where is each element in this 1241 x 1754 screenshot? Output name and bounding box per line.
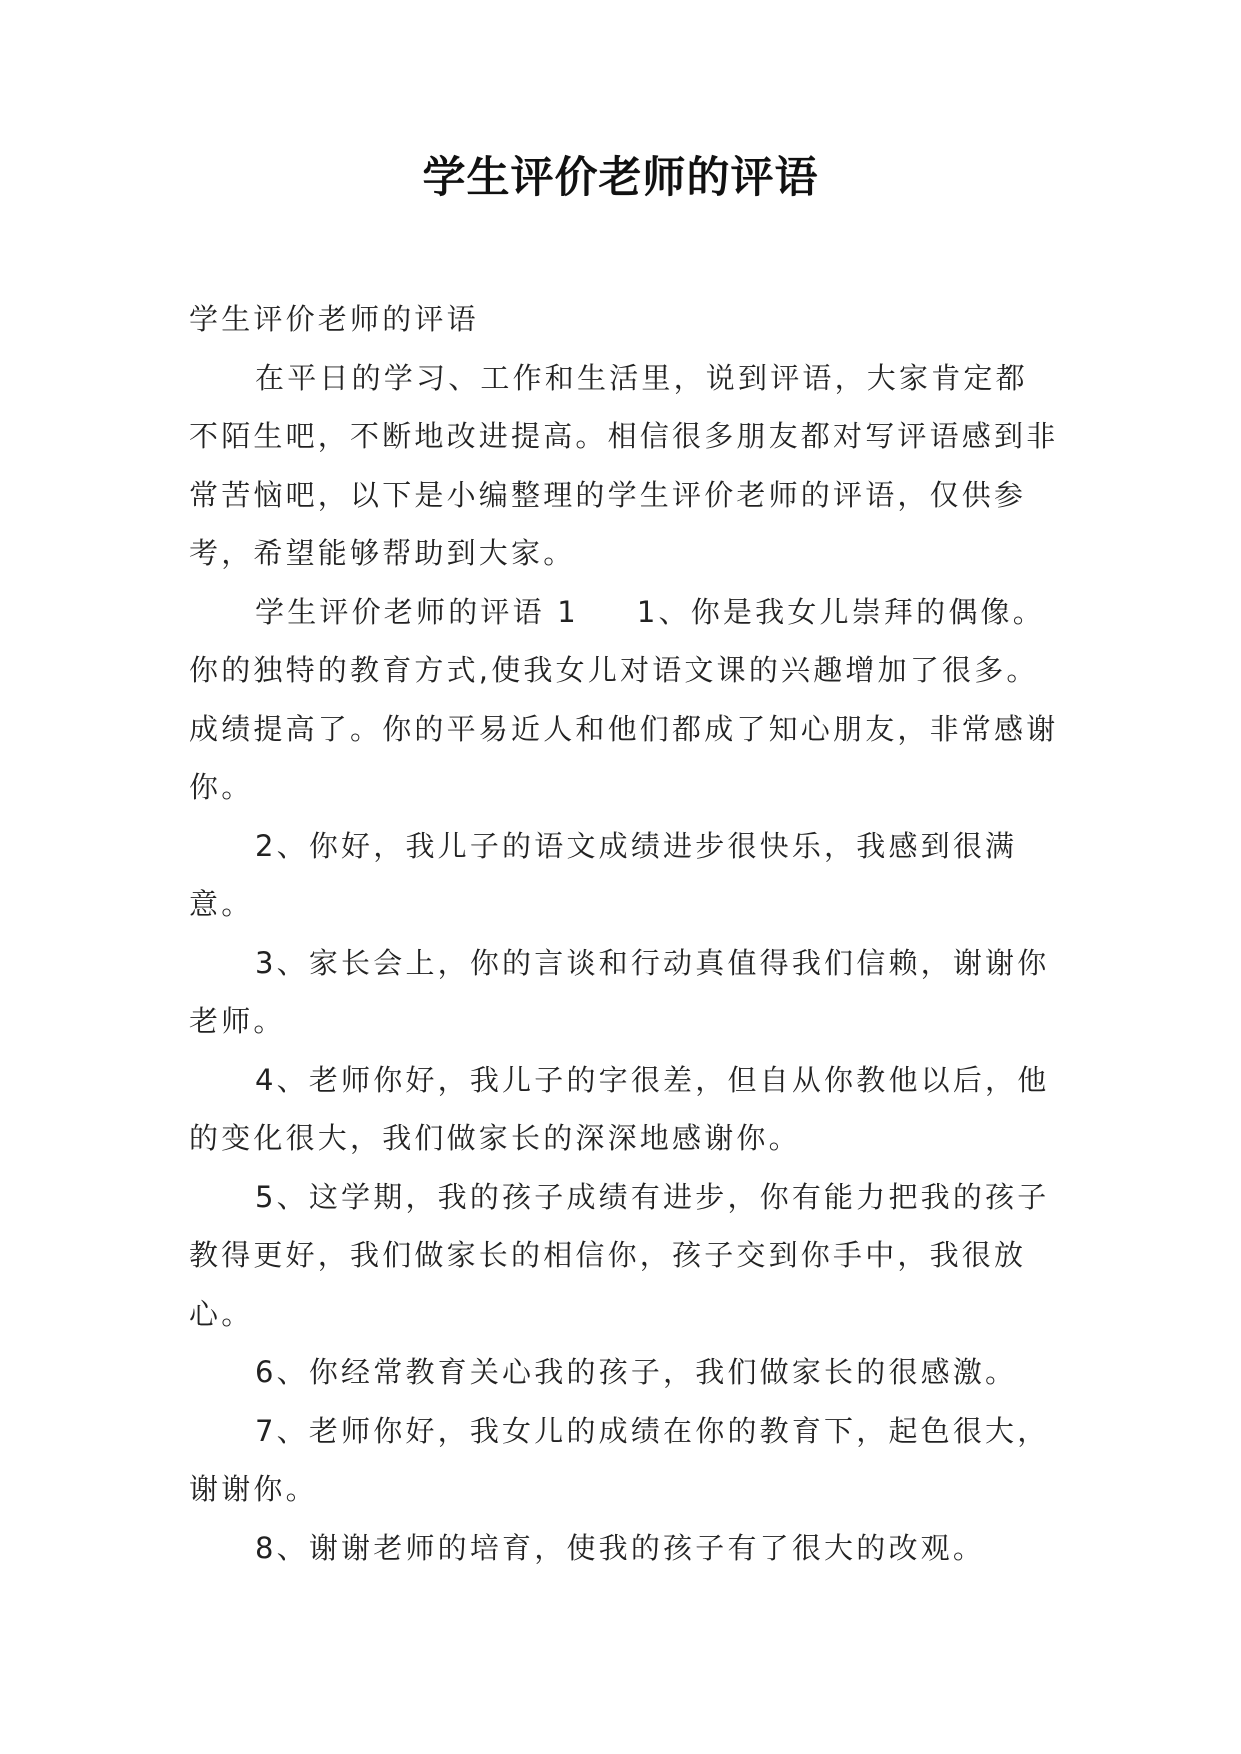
intro-paragraph: 在平日的学习、工作和生活里，说到评语，大家肯定都不陌生吧，不断地改进提高。相信很多朋友都对写评语感到非常苦恼吧，以下是小编整理的学生评价老师的评语，仅供参考，希望能够帮助到大家。 [189,360,1059,570]
subtitle-paragraph: 学生评价老师的评语 [189,302,479,336]
section-heading: 学生评价老师的评语 1 [255,594,579,629]
item-6: 6、你经常教育关心我的孩子，我们做家长的很感激。 [255,1355,1018,1389]
item-5: 5、这学期，我的孩子成绩有进步，你有能力把我的孩子教得更好，我们做家长的相信你，孩子交到你手中，我很放心。 [189,1179,1050,1331]
item-3: 3、家长会上，你的言谈和行动真值得我们信赖，谢谢你老师。 [189,945,1050,1038]
document-title: 学生评价老师的评语 [422,153,819,203]
section-1-paragraph [189,583,1059,817]
item-1: 1、你是我女儿崇拜的偶像。你的独特的教育方式,使我女儿对语文课的兴趣增加了很多。成绩提高了。你的平易近人和他们都成了知心朋友，非常感谢你。 [189,594,1059,804]
item-4: 4、老师你好，我儿子的字很差，但自从你教他以后，他的变化很大，我们做家长的深深地感谢你。 [189,1062,1050,1155]
item-7: 7、老师你好，我女儿的成绩在你的教育下，起色很大，谢谢你。 [189,1413,1050,1506]
item-8: 8、谢谢老师的培育，使我的孩子有了很大的改观。 [255,1530,986,1565]
document-body [189,290,1059,1577]
item-2: 2、你好，我儿子的语文成绩进步很快乐，我感到很满意。 [189,828,1018,921]
